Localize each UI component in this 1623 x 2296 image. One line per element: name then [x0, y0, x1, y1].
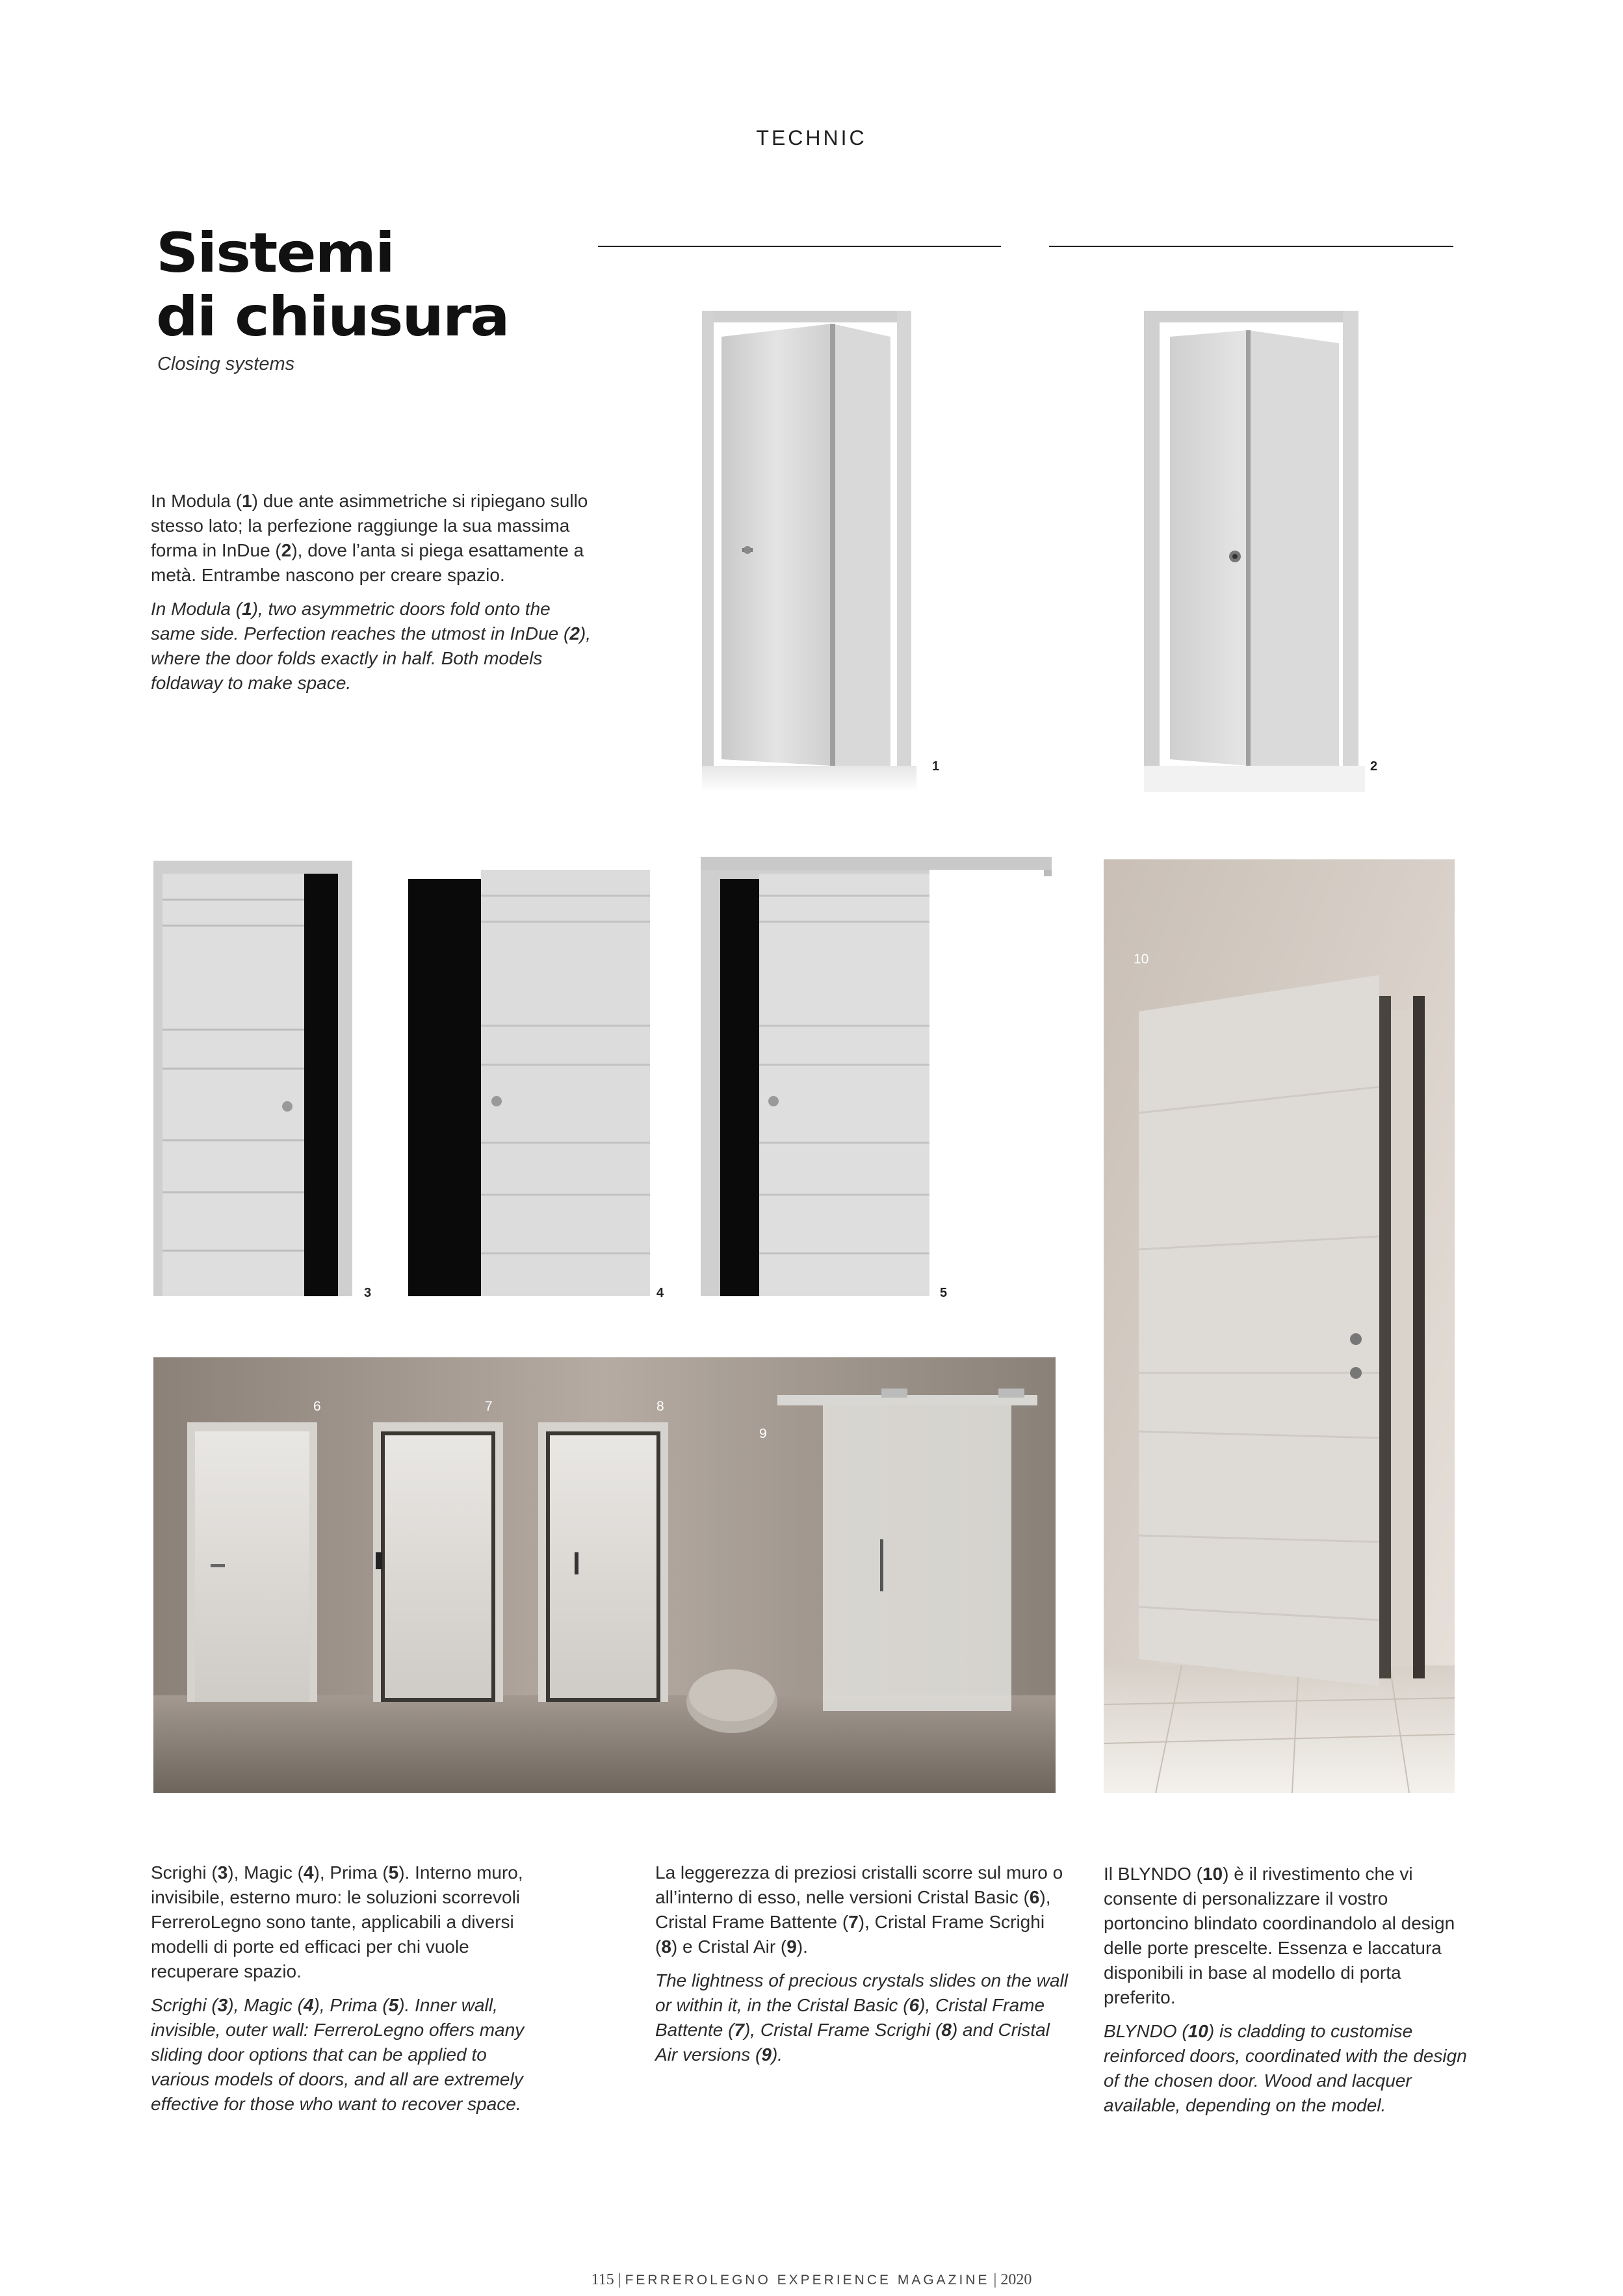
divider-rule-1 — [598, 246, 1001, 247]
column-right — [1104, 1862, 1468, 2127]
figure-number-10: 10 — [1134, 952, 1149, 967]
figure-number-4: 4 — [656, 1286, 664, 1300]
page-footer — [0, 2271, 1623, 2289]
issue-year: 2020 — [1000, 2271, 1032, 2288]
figure-number-1: 1 — [932, 759, 940, 774]
image-prima-door — [701, 857, 1052, 1296]
figure-number-8: 8 — [656, 1399, 664, 1414]
section-label: TECHNIC — [756, 126, 867, 150]
image-indue-door — [1144, 311, 1365, 792]
intro-text — [151, 489, 593, 705]
intro-english: In Modula (1), two asymmetric doors fold onto the same side. Perfection reaches the utmost in InDue (2), where the door folds exactly in half. Both models foldaway to make space. — [151, 599, 591, 693]
image-magic-door — [408, 870, 650, 1296]
intro-italian: In Modula (1) due ante asimmetriche si ripiegano sullo stesso lato; la perfezione raggiunge la sua massima forma in InDue (2), dove l’anta si piega esattamente a metà. Entrambe nascono per creare spazio. — [151, 491, 588, 585]
page-title — [156, 221, 508, 348]
figure-number-9: 9 — [759, 1426, 767, 1441]
column-left-english: Scrighi (3), Magic (4), Prima (5). Inner wall, invisible, outer wall: FerreroLegno offers many sliding door options that can be applied to various models of doors, and all are extremely effective for those who want to recover space. — [151, 1995, 525, 2114]
title-line-2: di chiusura — [156, 285, 509, 348]
column-right-english: BLYNDO (10) is cladding to customise reinforced doors, coordinated with the design of the chosen door. Wood and lacquer available, depending on the model. — [1104, 2021, 1467, 2115]
figure-number-6: 6 — [313, 1399, 321, 1414]
column-middle-italian: La leggerezza di preziosi cristalli scorre sul muro o all’interno di esso, nelle versioni Cristal Basic (6), Cristal Frame Battente (7), Cristal Frame Scrighi (8) e Cristal Air (9). — [655, 1862, 1063, 1957]
image-blyndo-door — [1104, 859, 1455, 1793]
page-number: 115 — [591, 2271, 614, 2288]
page-subtitle: Closing systems — [157, 354, 295, 374]
image-modula-door — [702, 311, 916, 792]
footer-separator-1: | — [617, 2271, 621, 2288]
footer-separator-2: | — [993, 2271, 997, 2288]
figure-number-3: 3 — [364, 1286, 372, 1300]
column-middle-english: The lightness of precious crystals slides on the wall or within it, in the Cristal Basic (6), Cristal Frame Battente (7), Cristal Frame Scrighi (8) and Cristal Air versions (9). — [655, 1970, 1068, 2065]
image-cristal-doors — [153, 1357, 1056, 1793]
magazine-name: FERREROLEGNO EXPERIENCE MAGAZINE — [625, 2273, 990, 2288]
figure-number-7: 7 — [485, 1399, 493, 1414]
image-scrighi-door — [153, 861, 352, 1296]
divider-rule-2 — [1049, 246, 1453, 247]
figure-number-2: 2 — [1370, 759, 1378, 774]
column-left-italian: Scrighi (3), Magic (4), Prima (5). Interno muro, invisibile, esterno muro: le soluzioni scorrevoli FerreroLegno sono tante, applicabili a diversi modelli di porte ed efficaci per chi vuole recuperare spazio. — [151, 1862, 523, 1981]
figure-number-5: 5 — [940, 1286, 948, 1300]
column-right-italian: Il BLYNDO (10) è il rivestimento che vi consente di personalizzare il vostro portoncino blindato coordinandolo al design delle porte prescelte. Essenza e laccatura disponibili in base al modello di porta preferito. — [1104, 1864, 1455, 2007]
column-middle — [655, 1860, 1071, 2076]
title-line-1: Sistemi — [156, 221, 394, 285]
column-left — [151, 1860, 547, 2126]
